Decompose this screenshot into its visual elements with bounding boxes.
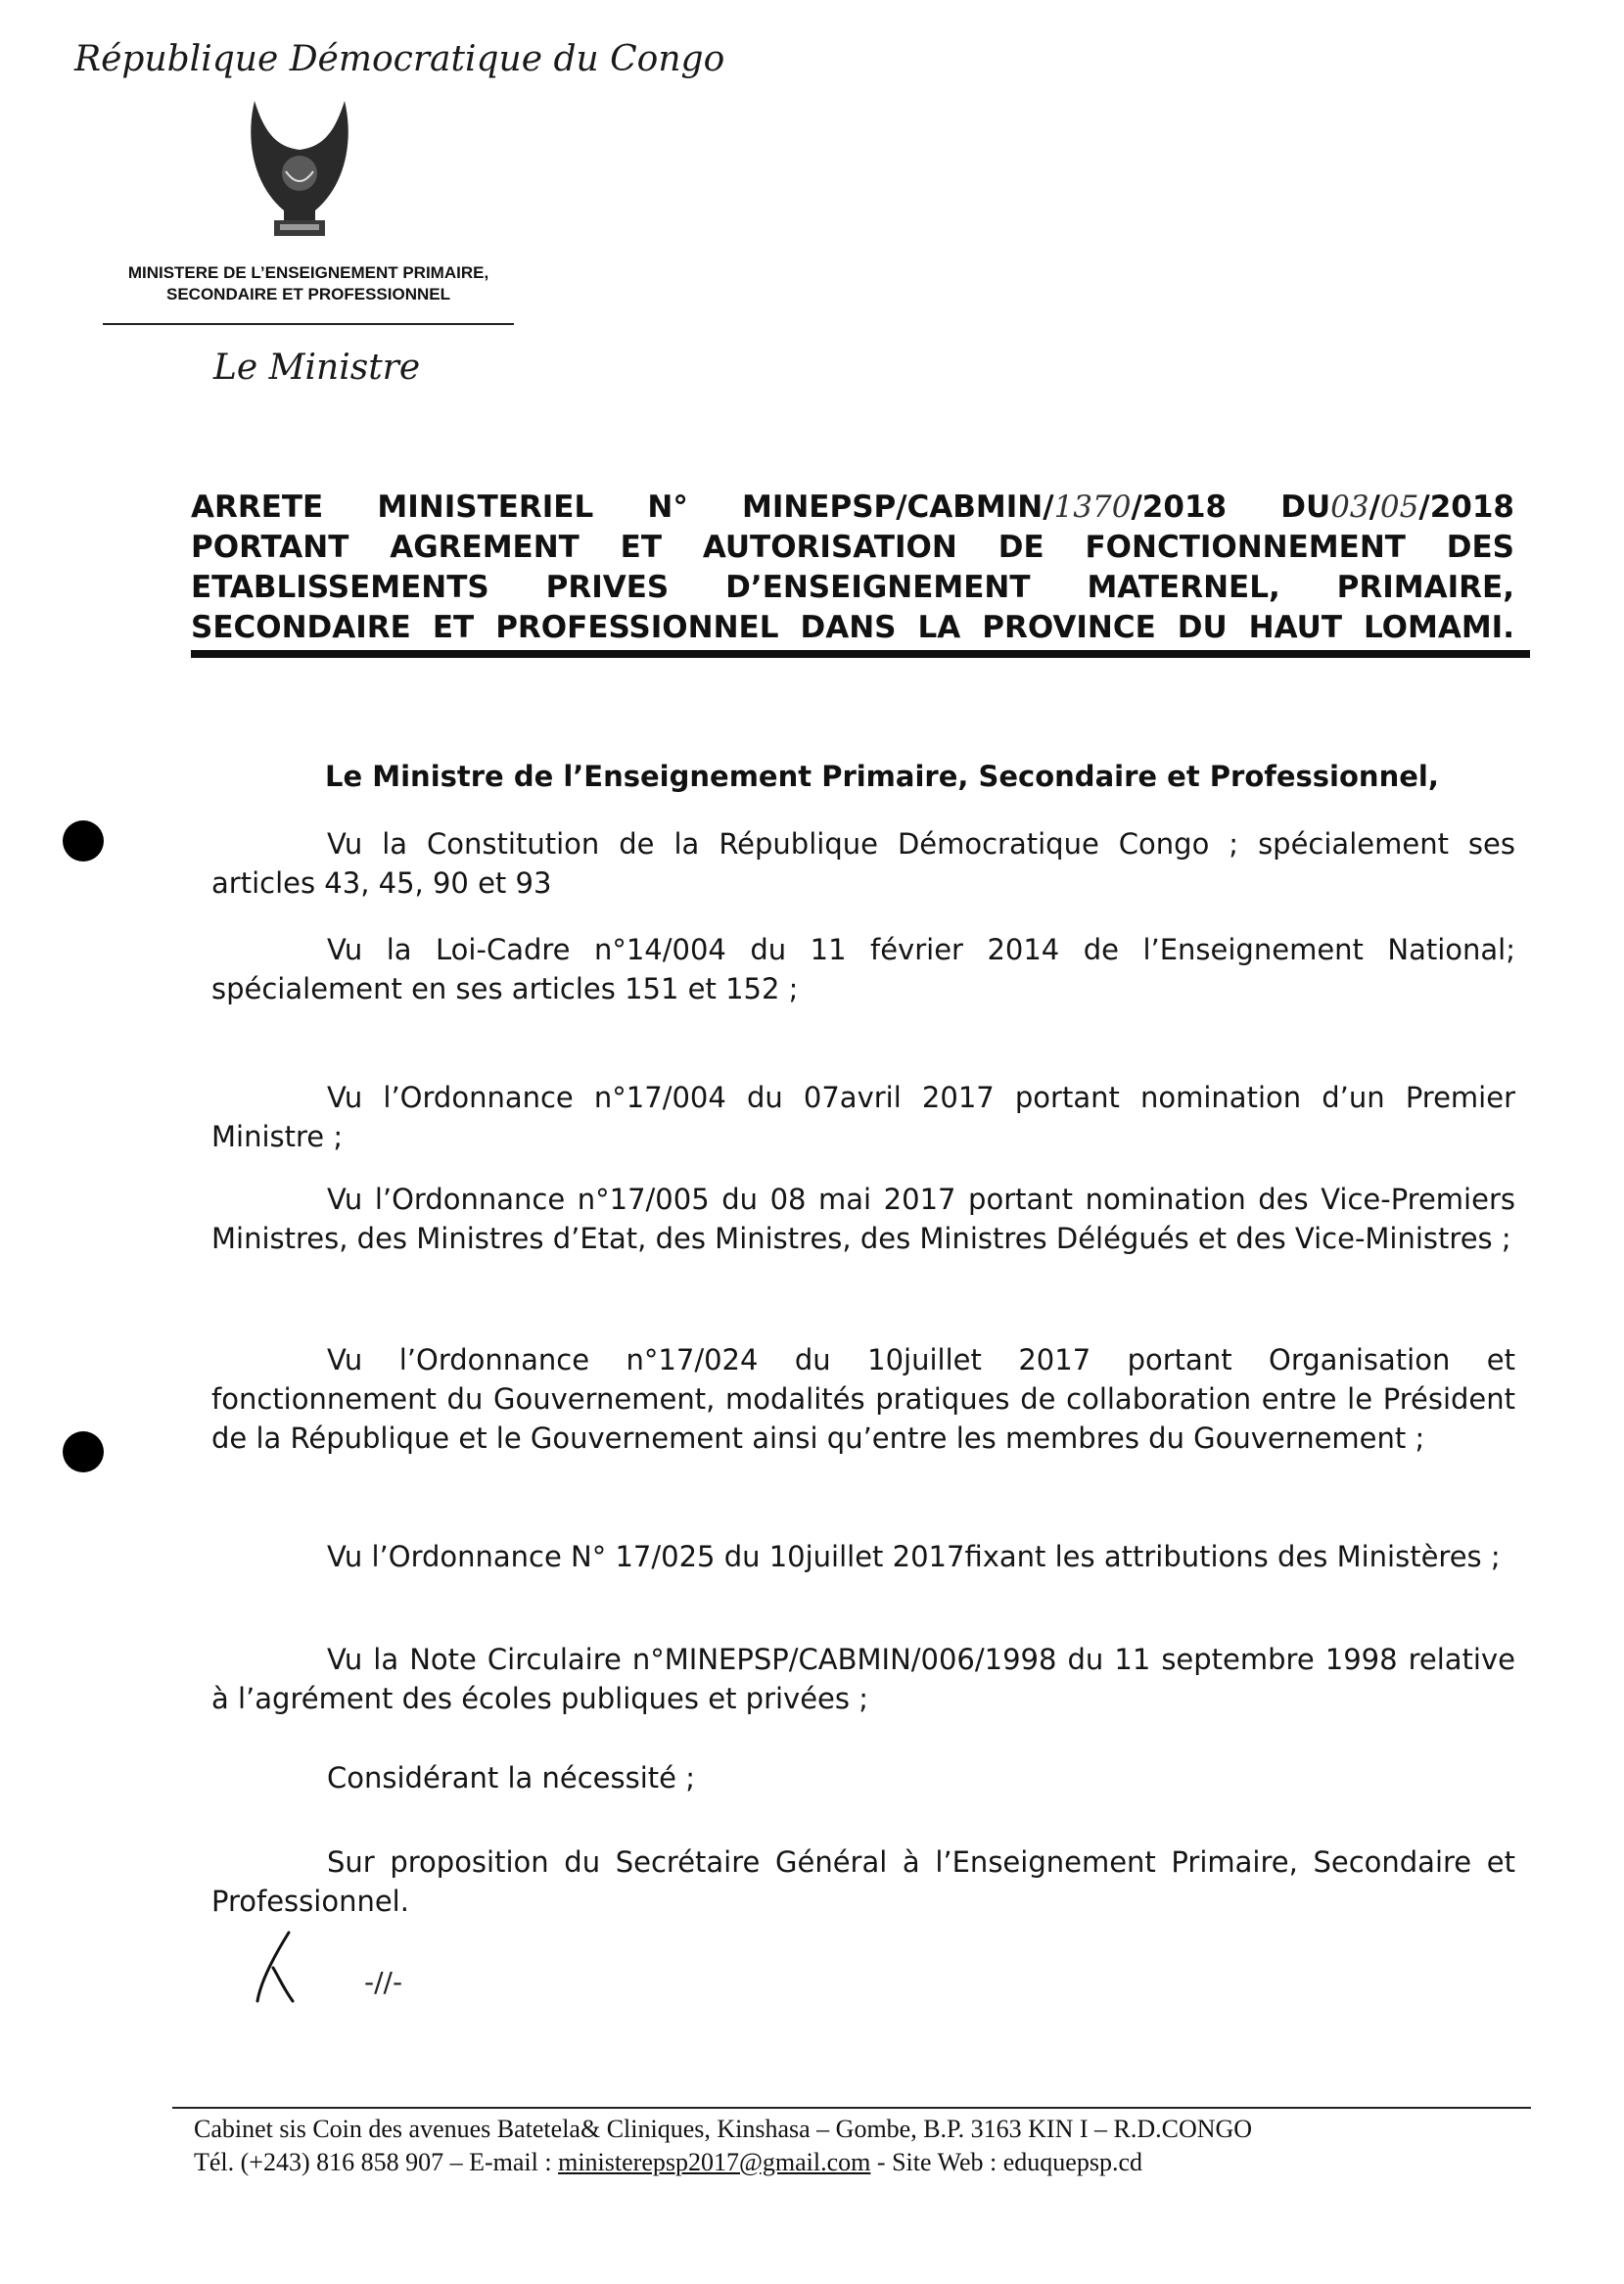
decree-title-line-2: PORTANT AGREMENT ET AUTORISATION DE FONCTIONNEMENT DES	[191, 530, 1514, 565]
paragraph: Considérant la nécessité ;	[327, 1761, 695, 1795]
handwritten-initials-icon	[250, 1929, 308, 2007]
decree-title-line-3: ETABLISSEMENTS PRIVES D’ENSEIGNEMENT MATERNEL, PRIMAIRE,	[191, 570, 1514, 605]
decree-month-handwritten: 05	[1379, 489, 1419, 525]
body-heading: Le Ministre de l’Enseignement Primaire, Secondaire et Professionnel,	[325, 760, 1439, 793]
decree-title-line-4: SECONDAIRE ET PROFESSIONNEL DANS LA PROVINCE DU HAUT LOMAMI.	[191, 610, 1514, 645]
paragraph: Vu l’Ordonnance N° 17/025 du 10juillet 2017fixant les attributions des Ministères ;	[327, 1540, 1501, 1573]
decree-day-handwritten: 03	[1330, 489, 1369, 525]
footer-email-link[interactable]: ministerepsp2017@gmail.com	[558, 2148, 871, 2176]
footer-address: Cabinet sis Coin des avenues Batetela& Cliniques, Kinshasa – Gombe, B.P. 3163 KIN I – R.D.CONGO	[194, 2115, 1253, 2143]
ministry-line-1: MINISTERE DE L’ENSEIGNEMENT PRIMAIRE,	[127, 263, 489, 282]
office-title: Le Ministre	[213, 348, 421, 388]
decree-title	[191, 488, 1514, 648]
paragraph: Vu la Loi-Cadre n°14/004 du 11 février 2014 de l’Enseignement National; spécialement en ses articles 151 et 152 ;	[211, 933, 1515, 1005]
punch-hole	[63, 1431, 104, 1472]
paragraph: Vu l’Ordonnance n°17/004 du 07avril 2017 portant nomination d’un Premier Ministre ;	[211, 1081, 1515, 1153]
paragraph: Vu la Note Circulaire n°MINEPSP/CABMIN/006/1998 du 11 septembre 1998 relative à l’agrément des écoles publiques et privées ;	[211, 1643, 1515, 1715]
footer	[194, 2113, 1525, 2179]
country-name: République Démocratique du Congo	[74, 39, 725, 79]
continuation-mark: -//-	[364, 1966, 403, 1998]
paragraph: Vu l’Ordonnance n°17/024 du 10juillet 2017 portant Organisation et fonctionnement du Gouvernement, modalités pratiques de collaboration entre le Président de la République et le Gouvernement ainsi qu’entre les membres du Gouvernement ;	[211, 1343, 1515, 1455]
punch-hole	[63, 820, 104, 862]
drc-coat-of-arms-icon	[245, 93, 354, 242]
paragraph: Vu l’Ordonnance n°17/005 du 08 mai 2017 portant nomination des Vice-Premiers Ministres, des Ministres d’Etat, des Ministres, des Ministres Délégués et des Vice-Ministres ;	[211, 1183, 1515, 1255]
footer-website: - Site Web : eduquepsp.cd	[870, 2148, 1143, 2176]
footer-contact: Tél. (+243) 816 858 907 – E-mail : ministerepsp2017@gmail.com - Site Web : eduquepsp.cd	[194, 2148, 1143, 2176]
paragraph: Vu la Constitution de la République Démocratique Congo ; spécialement ses articles 43, 45, 90 et 93	[211, 827, 1515, 900]
ministry-line-2: SECONDAIRE ET PROFESSIONNEL	[166, 285, 450, 303]
decree-number-handwritten: 1370	[1053, 489, 1132, 525]
paragraph: Sur proposition du Secrétaire Général à l’Enseignement Primaire, Secondaire et Professionnel.	[211, 1845, 1515, 1918]
decree-title-line-1: ARRETE MINISTERIEL N° MINEPSP/CABMIN/1370/2018 DU03/05/2018	[191, 489, 1514, 525]
footer-divider	[172, 2107, 1531, 2109]
title-underline	[191, 650, 1530, 658]
ministry-name	[88, 262, 529, 305]
header-divider	[103, 323, 514, 325]
